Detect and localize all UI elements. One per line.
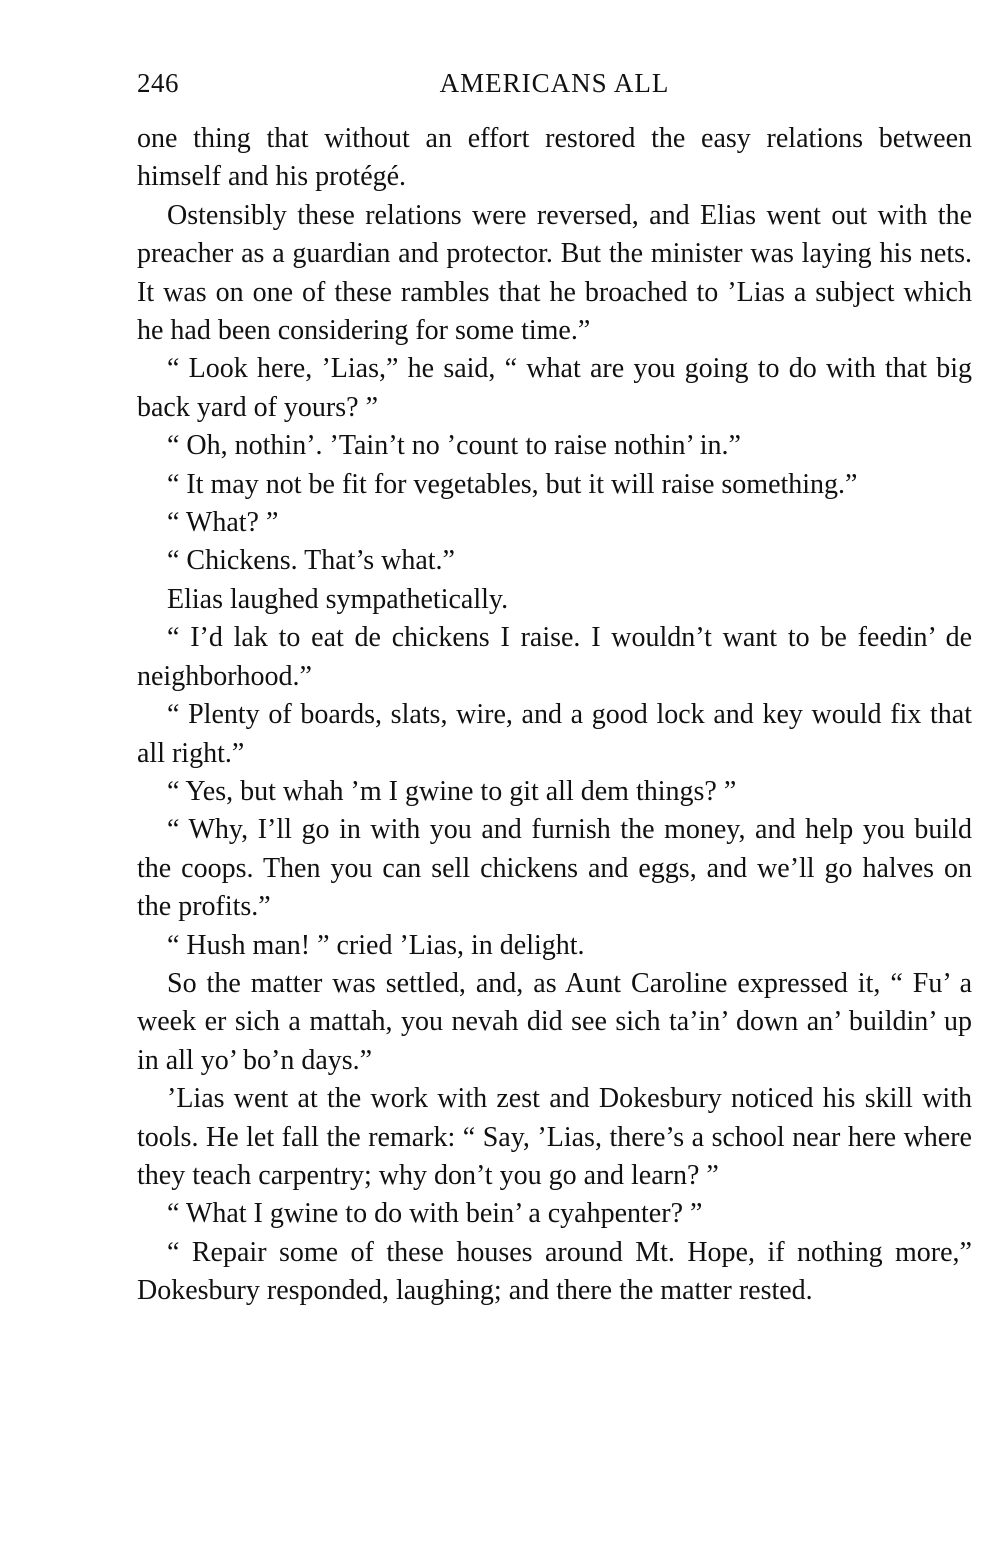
paragraph: “ Hush man! ” cried ’Lias, in delight. <box>167 929 585 961</box>
paragraph: Ostensibly these relations were reversed, and Elias went out with the preacher as a guardian and protector. But the minister was laying his nets. It was on one of these rambles that he broached to ’Lias a subject which he had been considering for some time.” <box>137 199 972 347</box>
paragraph: “ I’d lak to eat de chickens I raise. I wouldn’t want to be feedin’ de neighborhood.” <box>137 622 972 692</box>
paragraph: “ Oh, nothin’. ’Tain’t no ’count to raise nothin’ in.” <box>167 430 741 462</box>
paragraph: “ What I gwine to do with bein’ a cyahpenter? ” <box>167 1198 703 1230</box>
paragraph: “ What? ” <box>167 507 279 539</box>
paragraph: “ Plenty of boards, slats, wire, and a good lock and key would fix that all right.” <box>137 699 972 769</box>
paragraph: ’Lias went at the work with zest and Dokesbury noticed his skill with tools. He let fall the remark: “ Say, ’Lias, there’s a school near here where they teach carpentry; why don’t you go and learn? ” <box>137 1083 972 1191</box>
paragraph: So the matter was settled, and, as Aunt Caroline expressed it, “ Fu’ a week er sich a mattah, you nevah did see sich ta’in’ down an’ buildin’ up in all yo’ bo’n days.” <box>137 967 972 1076</box>
paragraph: “ Look here, ’Lias,” he said, “ what are you going to do with that big back yard of yours? ” <box>137 353 972 423</box>
paragraph: one thing that without an effort restored the easy relations between himself and his protégé. <box>137 123 972 193</box>
paragraph: Elias laughed sympathetically. <box>167 583 509 615</box>
paragraph: “ Repair some of these houses around Mt. Hope, if nothing more,” Dokesbury responded, laughing; and there the matter rested. <box>137 1236 972 1307</box>
page-header <box>137 62 972 106</box>
paragraph: “ It may not be fit for vegetables, but it will raise something.” <box>167 468 858 500</box>
page-number: 246 <box>137 68 179 98</box>
paragraph: “ Chickens. That’s what.” <box>167 545 455 577</box>
paragraph: “ Yes, but whah ’m I gwine to git all dem things? ” <box>167 775 737 807</box>
paragraph: “ Why, I’ll go in with you and furnish the money, and help you build the coops. Then you can sell chickens and eggs, and we’ll go halves on the profits.” <box>137 814 972 923</box>
body-text <box>137 120 972 1311</box>
running-title: AMERICANS ALL <box>439 68 670 98</box>
